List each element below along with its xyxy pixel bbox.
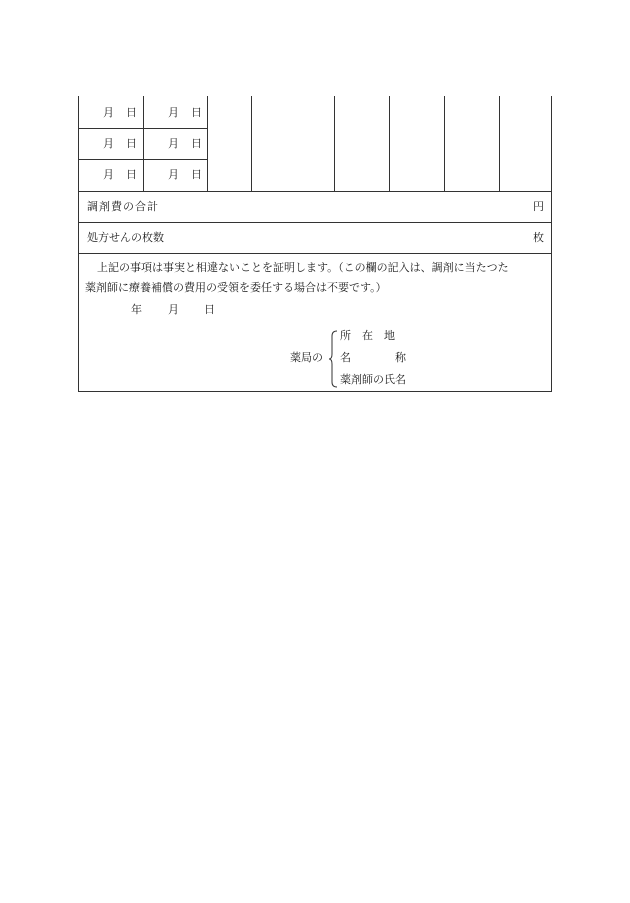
form-bottom-border [78, 391, 552, 392]
prescription-count-label: 処方せんの枚数 [87, 231, 164, 244]
form-right-border [551, 96, 552, 392]
date-row-2-from-month: 月 [103, 137, 114, 150]
column-divider-4 [389, 96, 390, 191]
certification-date-month: 月 [168, 303, 179, 316]
date-row-3-to-day: 日 [191, 168, 202, 181]
pharmacy-name-label: 名 称 [340, 351, 406, 364]
certification-text-line-2: 薬剤師に療養補償の費用の受領を委任する場合は不要です。） [85, 281, 387, 294]
column-divider-1 [207, 96, 208, 191]
pharmacy-address-label: 所 在 地 [340, 329, 395, 342]
date-col-divider [143, 96, 144, 191]
pharmacy-prefix-label: 薬局の [290, 351, 323, 364]
form-left-border [78, 96, 79, 392]
certification-top-border [78, 253, 552, 254]
column-divider-2 [251, 96, 252, 191]
certification-date-day: 日 [204, 303, 215, 316]
total-fee-label: 調剤費の合計 [87, 200, 159, 213]
pharmacist-name-label: 薬剤師の氏名 [340, 373, 406, 386]
column-divider-5 [444, 96, 445, 191]
certification-date-year: 年 [131, 303, 142, 316]
date-row-3-to-month: 月 [168, 168, 179, 181]
date-row-1-to-day: 日 [191, 106, 202, 119]
prescription-count-unit: 枚 [533, 231, 544, 244]
date-row-2-from-day: 日 [126, 137, 137, 150]
certification-text-line-1: 上記の事項は事実と相違ないことを証明します。（この欄の記入は、調剤に当たつた [97, 261, 509, 274]
date-row-3-from-month: 月 [103, 168, 114, 181]
date-row-1-to-month: 月 [168, 106, 179, 119]
total-fee-unit: 円 [533, 200, 544, 213]
prescription-count-top-border [78, 222, 552, 223]
column-divider-6 [499, 96, 500, 191]
date-row-2-to-day: 日 [191, 137, 202, 150]
date-row-1-from-month: 月 [103, 106, 114, 119]
date-row-2-to-month: 月 [168, 137, 179, 150]
column-divider-3 [334, 96, 335, 191]
date-row-1-from-day: 日 [126, 106, 137, 119]
pharmacy-info-brace [328, 330, 338, 388]
date-row-3-from-day: 日 [126, 168, 137, 181]
dispensing-fee-form [78, 96, 552, 392]
total-fee-top-border [78, 191, 552, 192]
